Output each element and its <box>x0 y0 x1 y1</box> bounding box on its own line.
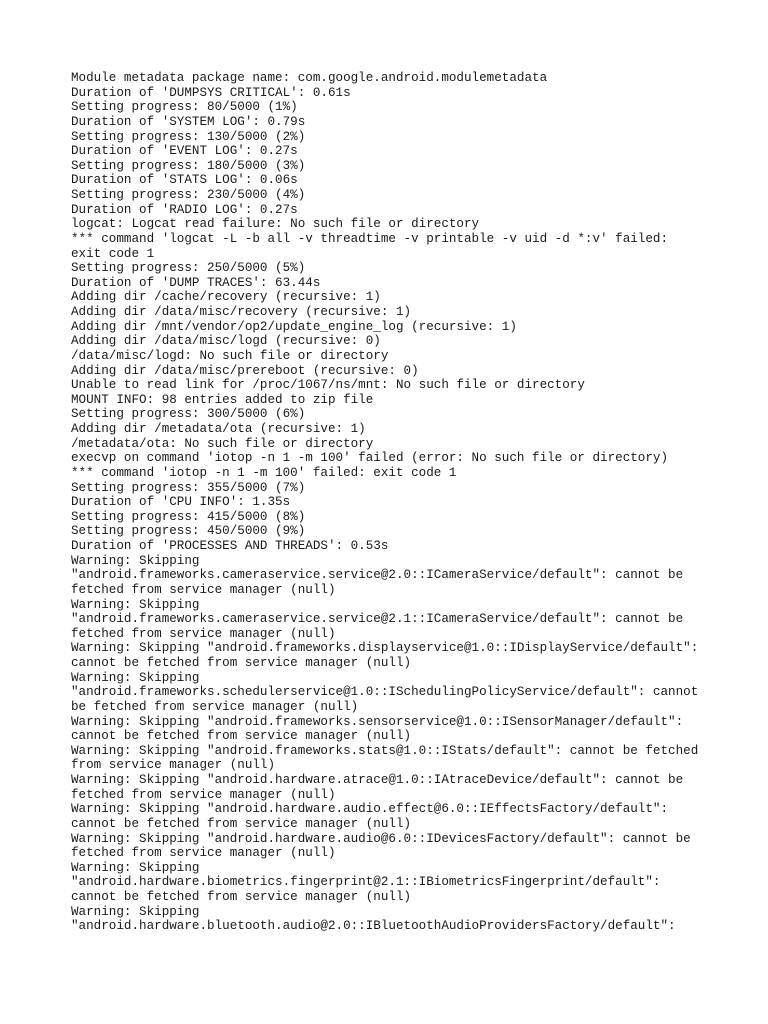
log-line: Setting progress: 230/5000 (4%) <box>71 188 306 202</box>
log-line: Setting progress: 355/5000 (7%) <box>71 480 306 495</box>
log-line: Duration of 'STATS LOG': 0.06s <box>71 173 298 188</box>
log-line: fetched from service manager (null) <box>71 582 336 597</box>
log-line: Unable to read link for /proc/1067/ns/mnt: No such file or directory <box>71 378 585 393</box>
log-line: Setting progress: 250/5000 (5%) <box>71 261 306 276</box>
log-line: "android.frameworks.cameraservice.service@2.1::ICameraService/default": cannot be <box>71 612 684 627</box>
log-line: Duration of 'SYSTEM LOG': 0.79s <box>71 114 306 129</box>
log-line: Duration of 'PROCESSES AND THREADS': 0.53s <box>71 539 389 553</box>
log-line: *** command 'iotop -n 1 -m 100' failed: exit code 1 <box>71 465 457 480</box>
log-line: Adding dir /data/misc/logd (recursive: 0) <box>71 334 381 349</box>
log-line: MOUNT INFO: 98 entries added to zip file <box>71 392 374 407</box>
log-line: Setting progress: 180/5000 (3%) <box>71 158 306 173</box>
log-line: Setting progress: 300/5000 (6%) <box>71 407 306 422</box>
log-line: Setting progress: 415/5000 (8%) <box>71 509 306 524</box>
log-line: cannot be fetched from service manager (null) <box>71 656 412 670</box>
log-line: exit code 1 <box>71 246 155 261</box>
log-line: Warning: Skipping <box>71 553 200 568</box>
log-line: Setting progress: 450/5000 (9%) <box>71 524 306 539</box>
log-line: Warning: Skipping <box>71 597 200 612</box>
log-line: /metadata/ota: No such file or directory <box>71 436 374 451</box>
log-line: Duration of 'CPU INFO': 1.35s <box>71 495 291 510</box>
log-line: fetched from service manager (null) <box>71 787 336 802</box>
log-line: logcat: Logcat read failure: No such file or directory <box>71 217 480 232</box>
log-line: Warning: Skipping "android.frameworks.displayservice@1.0::IDisplayService/default": <box>71 641 699 656</box>
log-line: Warning: Skipping <box>71 860 200 875</box>
log-line: Duration of 'EVENT LOG': 0.27s <box>71 144 298 159</box>
log-line: "android.hardware.biometrics.fingerprint@2.1::IBiometricsFingerprint/default": <box>71 875 661 890</box>
log-line: Adding dir /mnt/vendor/op2/update_engine_log (recursive: 1) <box>71 319 517 334</box>
log-line: /data/misc/logd: No such file or directory <box>71 348 389 363</box>
log-line: execvp on command 'iotop -n 1 -m 100' failed (error: No such file or directory) <box>71 451 669 466</box>
log-line: fetched from service manager (null) <box>71 626 336 641</box>
log-line: Adding dir /data/misc/prereboot (recursive: 0) <box>71 363 419 378</box>
log-line: cannot be fetched from service manager (null) <box>71 890 412 904</box>
log-line: "android.hardware.bluetooth.audio@2.0::IBluetoothAudioProvidersFactory/default": <box>71 919 676 934</box>
log-line: Module metadata package name: com.google.android.modulemetadata <box>71 71 548 85</box>
log-line: cannot be fetched from service manager (null) <box>71 816 412 831</box>
log-line: Warning: Skipping "android.hardware.audio.effect@6.0::IEffectsFactory/default": <box>71 802 669 817</box>
log-line: *** command 'logcat -L -b all -v threadtime -v printable -v uid -d *:v' failed: <box>71 231 669 246</box>
log-line: Warning: Skipping "android.frameworks.sensorservice@1.0::ISensorManager/default": <box>71 714 684 729</box>
log-line: Warning: Skipping "android.hardware.audio@6.0::IDevicesFactory/default": cannot be <box>71 831 691 846</box>
log-line: be fetched from service manager (null) <box>71 699 359 714</box>
log-line: Warning: Skipping <box>71 670 200 685</box>
log-line: from service manager (null) <box>71 758 276 773</box>
log-text-body <box>71 71 731 934</box>
log-line: fetched from service manager (null) <box>71 846 336 861</box>
log-line: Duration of 'RADIO LOG': 0.27s <box>71 202 298 217</box>
log-line: Adding dir /cache/recovery (recursive: 1) <box>71 290 381 305</box>
log-line: Warning: Skipping "android.frameworks.stats@1.0::IStats/default": cannot be fetched <box>71 743 699 758</box>
log-line: Adding dir /data/misc/recovery (recursive: 1) <box>71 305 412 319</box>
log-line: Warning: Skipping <box>71 904 200 919</box>
log-line: Setting progress: 80/5000 (1%) <box>71 100 298 115</box>
log-line: Setting progress: 130/5000 (2%) <box>71 129 306 144</box>
log-line: Warning: Skipping "android.hardware.atrace@1.0::IAtraceDevice/default": cannot be <box>71 773 684 787</box>
log-line: "android.frameworks.schedulerservice@1.0::ISchedulingPolicyService/default": cannot <box>71 685 699 700</box>
log-line: cannot be fetched from service manager (null) <box>71 729 412 744</box>
log-line: "android.frameworks.cameraservice.service@2.0::ICameraService/default": cannot be <box>71 568 684 583</box>
log-line: Duration of 'DUMP TRACES': 63.44s <box>71 275 321 290</box>
log-line: Adding dir /metadata/ota (recursive: 1) <box>71 422 366 436</box>
log-line: Duration of 'DUMPSYS CRITICAL': 0.61s <box>71 85 351 100</box>
